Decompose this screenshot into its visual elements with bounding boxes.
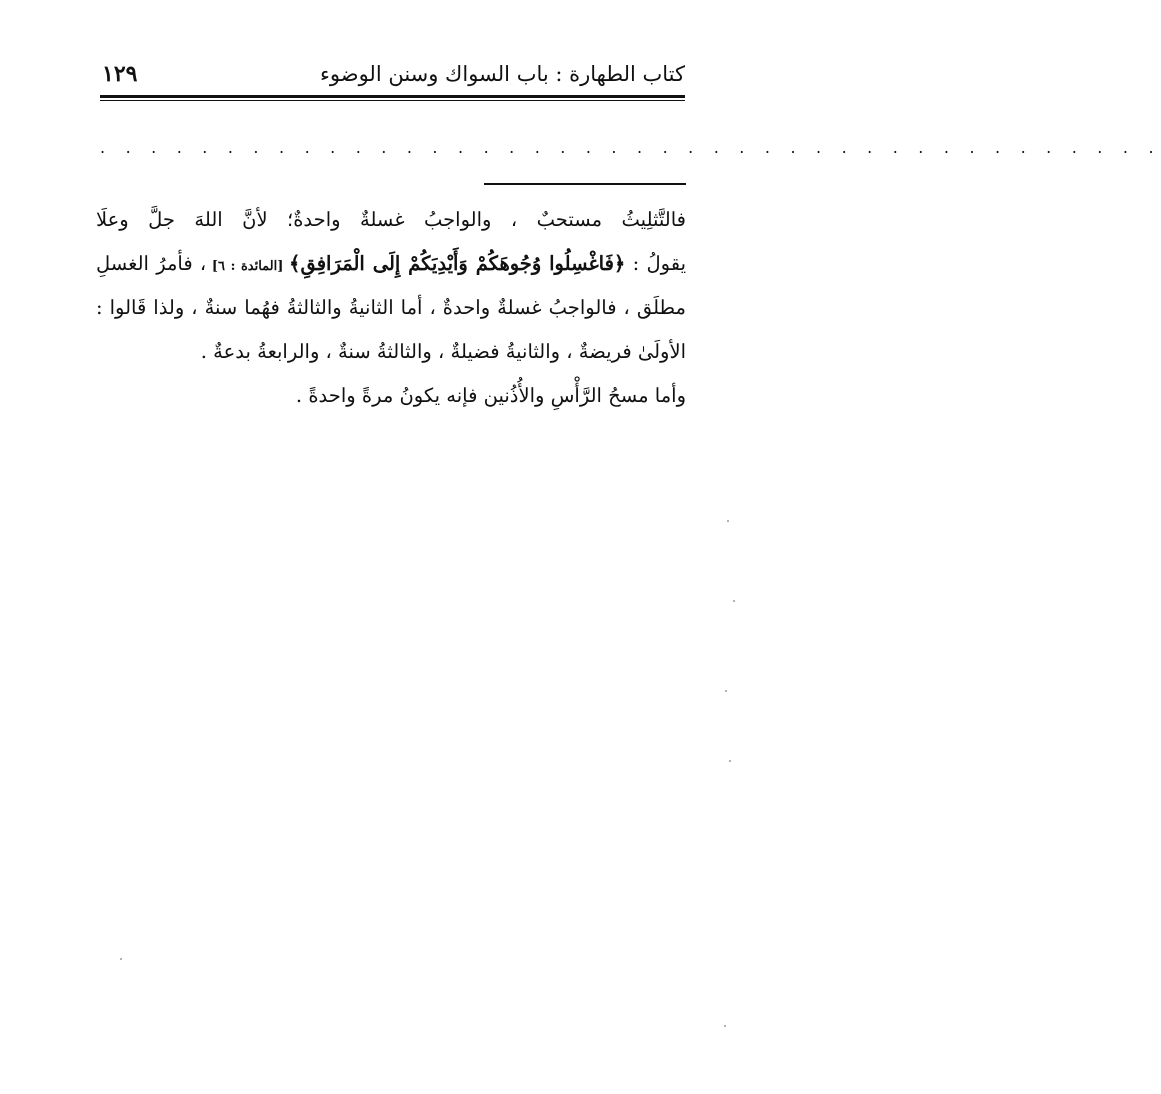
section-separator-rule xyxy=(484,183,686,185)
scan-speck xyxy=(733,600,735,602)
body-line-4: الأولَىٰ فريضةٌ ، والثانيةُ فضيلةٌ ، والثالثةُ سنةٌ ، والرابعةُ بدعةٌ . xyxy=(200,340,686,363)
scan-speck xyxy=(725,690,727,692)
page-number: ١٢٩ xyxy=(102,61,138,87)
body-line-5: وأما مسحُ الرَّأْسِ والأُذُنين فإنه يكونُ مرةً واحدةً . xyxy=(295,384,686,407)
scan-speck xyxy=(729,760,731,762)
scan-speck xyxy=(120,958,122,960)
header-rule-thin xyxy=(100,100,685,101)
header-rule-thick xyxy=(100,95,685,98)
quran-verse: ﴿فَاغْسِلُوا وُجُوهَكُمْ وَأَيْدِيَكُمْ إِلَى الْمَرَافِقِ﴾ xyxy=(289,252,626,275)
body-line-1: فالتَّثلِيثُ مستحبٌ ، والواجبُ غسلةٌ واحدةٌ؛ لأنَّ اللهَ جلَّ وعلَا xyxy=(96,208,686,231)
scan-speck xyxy=(727,520,729,522)
running-title: كتاب الطهارة : باب السواك وسنن الوضوء xyxy=(320,62,685,86)
verse-reference: [المائدة : ٦] xyxy=(206,259,290,274)
body-text xyxy=(96,198,686,418)
elided-text-dots: . . . . . . . . . . . . . . . . . . . . . . . . . . . . . . . . . . . . . . . . . . xyxy=(100,138,1161,157)
body-line-3: مطلَق ، فالواجبُ غسلةٌ واحدةٌ ، أما الثانيةُ والثالثةُ فهُما سنةٌ ، ولذا قَالوا : xyxy=(96,296,686,319)
body-line-2 xyxy=(96,242,686,286)
scan-speck xyxy=(724,1025,726,1027)
body-line-2-end: ، فأمرُ الغسلِ xyxy=(96,252,207,275)
page-header xyxy=(100,58,685,98)
body-line-2-start: يقولُ : xyxy=(625,252,686,275)
